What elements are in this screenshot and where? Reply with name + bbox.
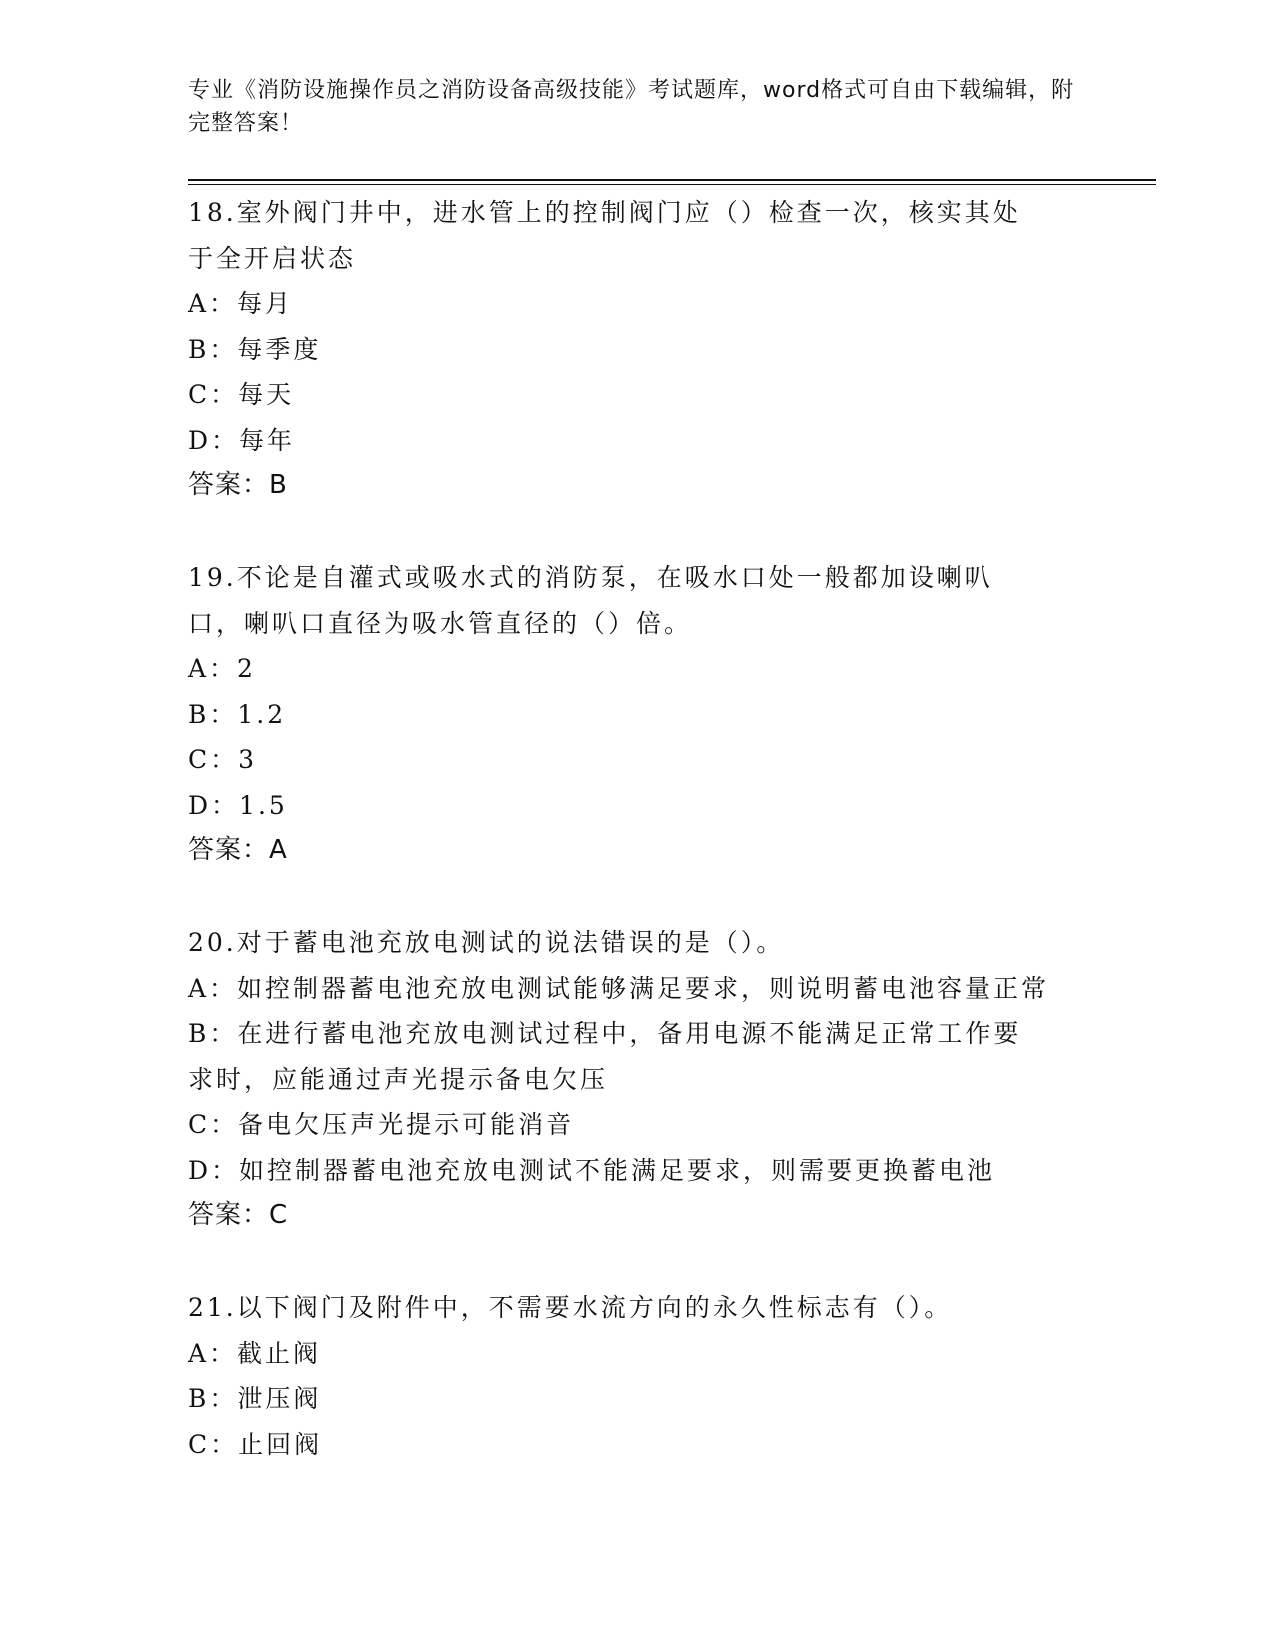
option-a: A：如控制器蓄电池充放电测试能够满足要求，则说明蓄电池容量正常 — [188, 973, 1050, 1003]
option-a: A：截止阀 — [188, 1338, 322, 1368]
option-a: A：2 — [188, 654, 256, 683]
option-b: B：1.2 — [188, 699, 287, 729]
option-c: C：3 — [188, 745, 258, 774]
header-divider — [188, 179, 1156, 181]
option-d: D：每年 — [188, 425, 296, 455]
header-divider-thin — [188, 184, 1156, 185]
question-stem: 20.对于蓄电池充放电测试的说法错误的是（）。 — [188, 928, 785, 957]
option-c: C：每天 — [188, 380, 295, 409]
question-18 — [188, 190, 1088, 509]
question-21 — [188, 1285, 1088, 1467]
question-stem: 18.室外阀门井中，进水管上的控制阀门应（）检查一次，核实其处于全开启状态 — [188, 198, 1021, 273]
option-b: B：泄压阀 — [188, 1384, 322, 1413]
answer: 答案：C — [188, 1200, 289, 1230]
question-stem: 19.不论是自灌式或吸水式的消防泵，在吸水口处一般都加设喇叭口，喇叭口直径为吸水管直径的（）倍。 — [188, 563, 993, 638]
answer: 答案：B — [188, 470, 288, 500]
question-stem: 21.以下阀门及附件中，不需要水流方向的永久性标志有（）。 — [188, 1293, 953, 1322]
option-d: D：1.5 — [188, 790, 288, 820]
option-d: D：如控制器蓄电池充放电测试不能满足要求，则需要更换蓄电池 — [188, 1155, 996, 1185]
option-a: A：每月 — [188, 289, 294, 318]
option-b: B：在进行蓄电池充放电测试过程中，备用电源不能满足正常工作要求时，应能通过声光提示备电欠压 — [188, 1019, 1022, 1094]
question-20 — [188, 920, 1088, 1239]
document-header: 专业《消防设施操作员之消防设备高级技能》考试题库，word格式可自由下载编辑，附完整答案！ — [188, 78, 1075, 136]
option-b: B：每季度 — [188, 334, 322, 364]
answer: 答案：A — [188, 835, 288, 865]
question-19 — [188, 555, 1088, 874]
option-c: C：备电欠压声光提示可能消音 — [188, 1110, 575, 1139]
option-c: C：止回阀 — [188, 1429, 323, 1459]
